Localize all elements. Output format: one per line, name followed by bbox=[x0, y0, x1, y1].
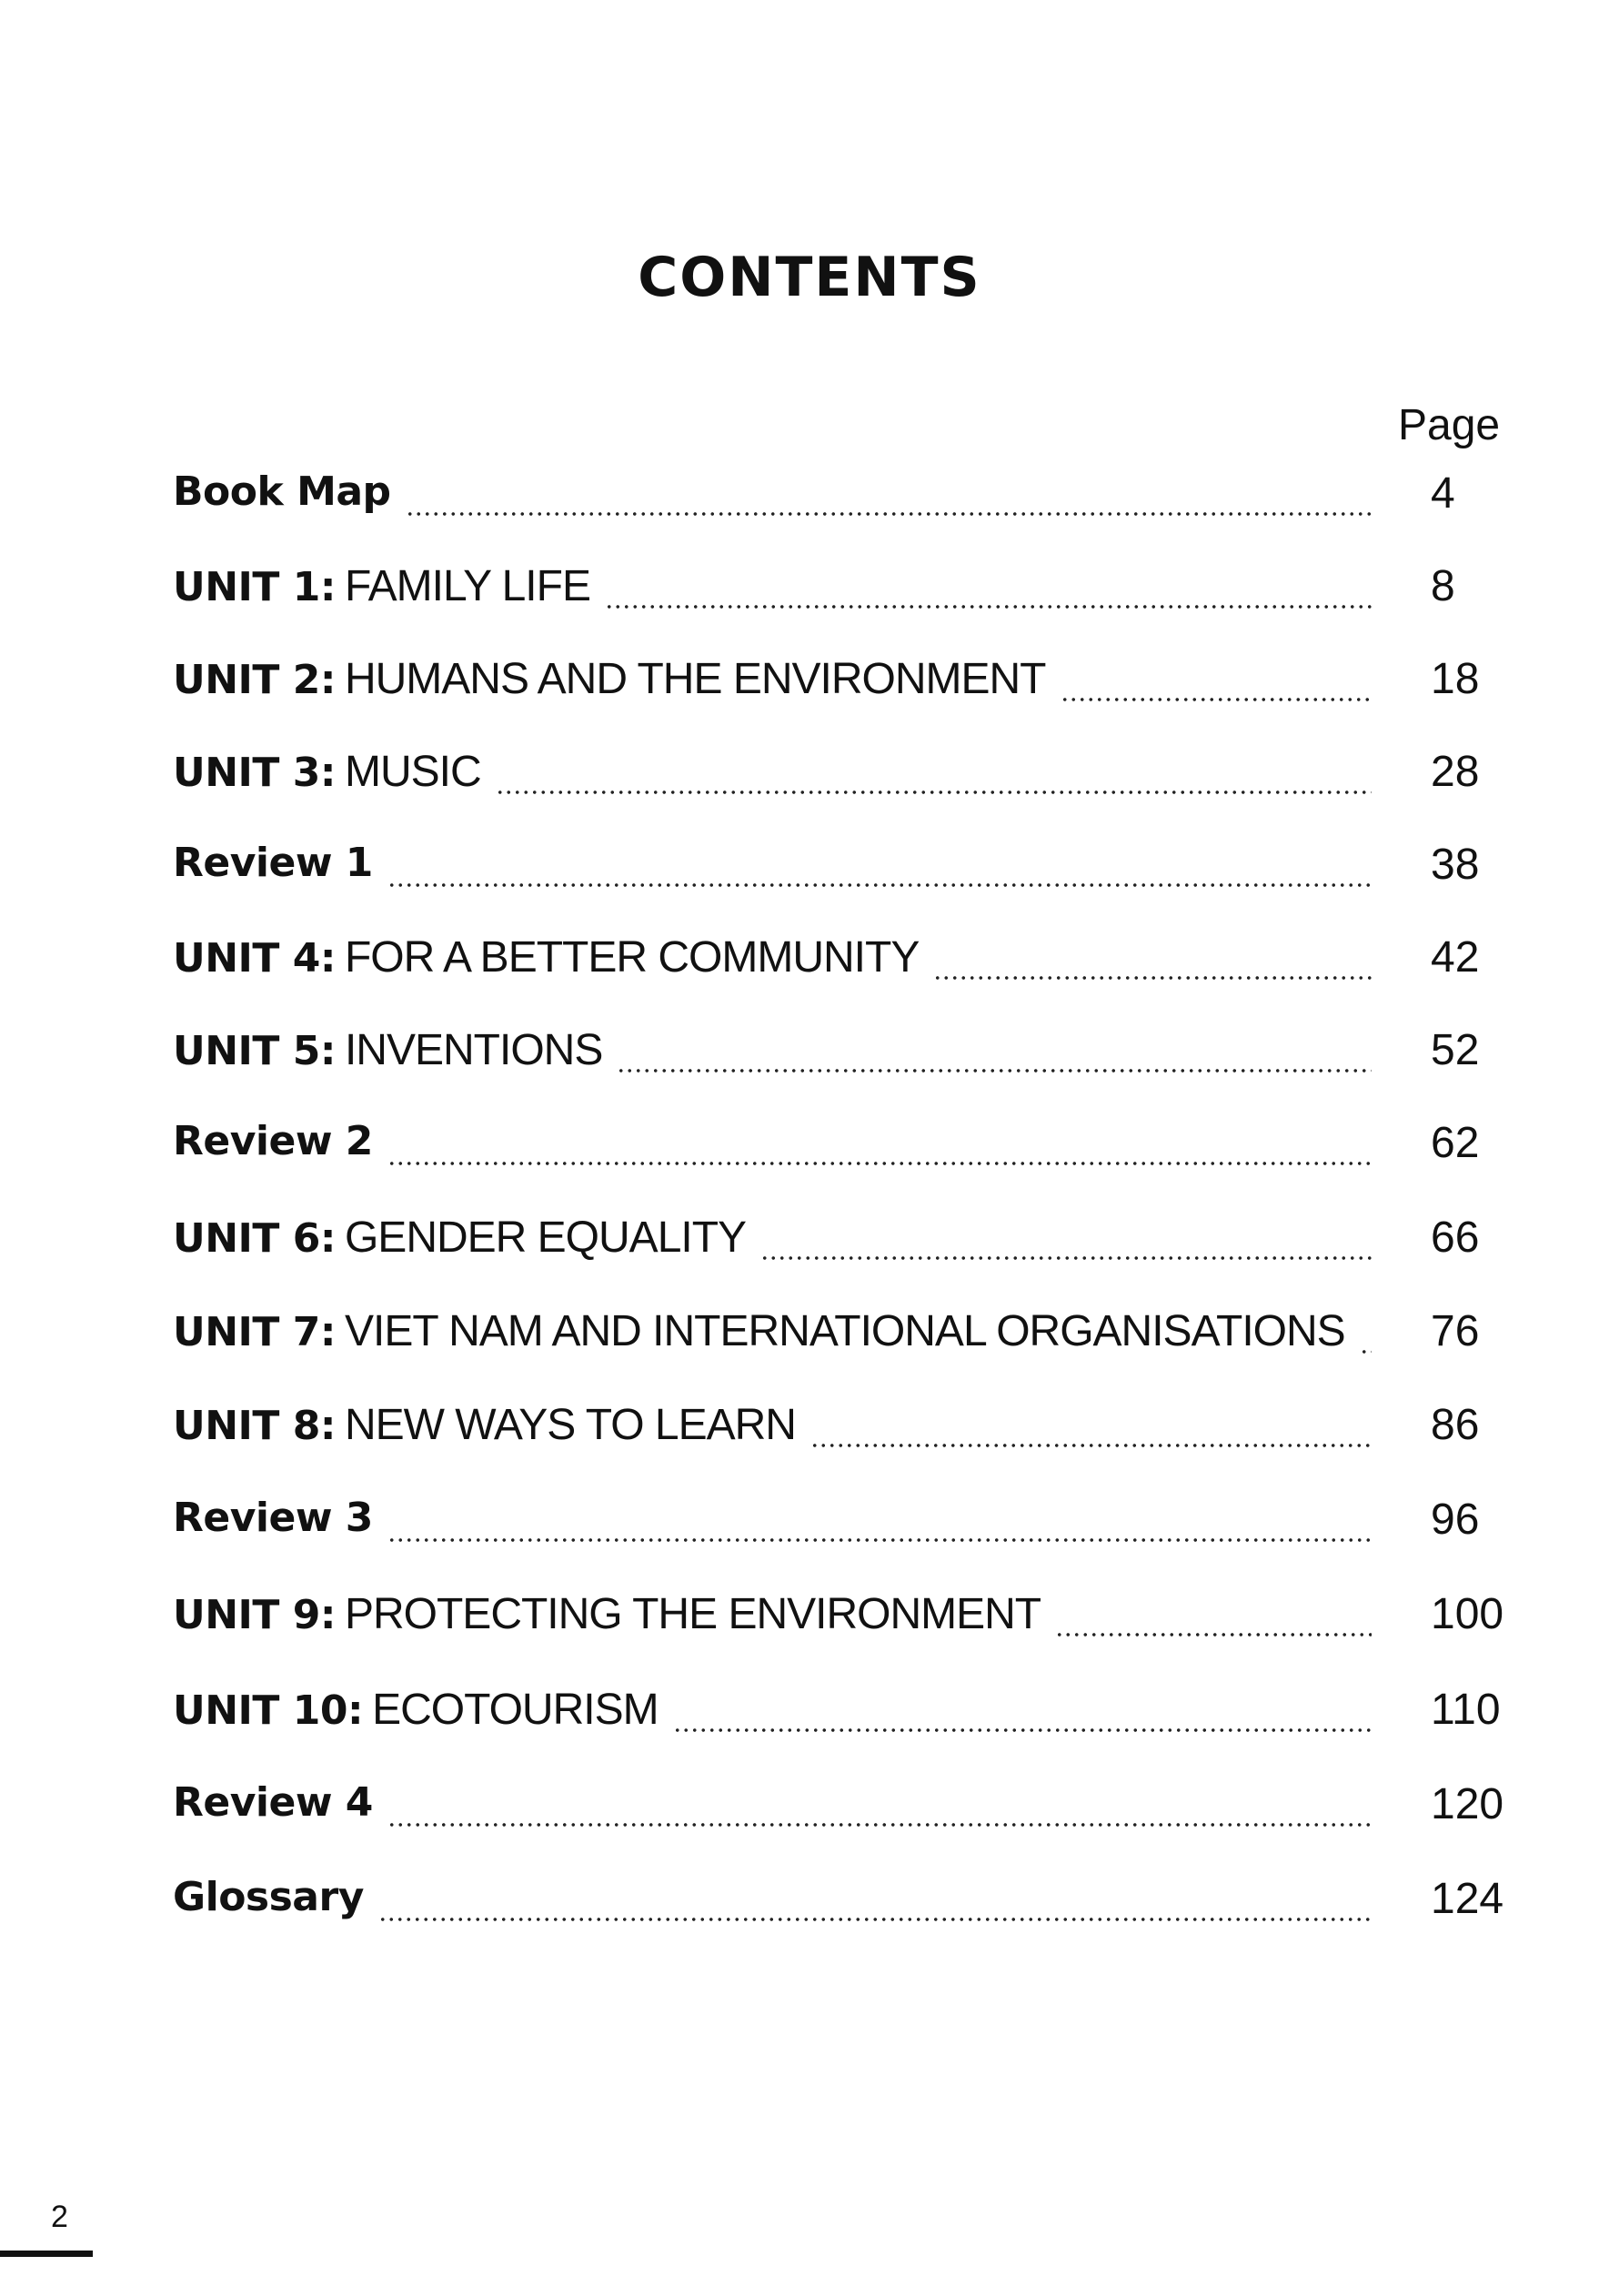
dot-leader bbox=[1055, 1633, 1372, 1636]
toc-entry-page: 62 bbox=[1431, 1119, 1480, 1167]
toc-entry-page: 38 bbox=[1431, 841, 1480, 889]
toc-entry-bold-label: UNIT 1: bbox=[173, 564, 336, 610]
toc-entry-glossary[interactable] bbox=[173, 1874, 1504, 1932]
toc-entry-page: 86 bbox=[1431, 1401, 1480, 1449]
dot-leader bbox=[810, 1444, 1372, 1447]
dot-leader bbox=[933, 976, 1372, 980]
toc-entry-title: GENDER EQUALITY bbox=[344, 1213, 747, 1262]
toc-entry-title: HUMANS AND THE ENVIRONMENT bbox=[344, 655, 1046, 703]
toc-entry-page: 100 bbox=[1431, 1590, 1504, 1638]
toc-entry-unit-10[interactable] bbox=[173, 1685, 1501, 1743]
toc-entry-title: MUSIC bbox=[344, 748, 481, 796]
toc-entry-bold-label: Review 3 bbox=[173, 1495, 373, 1541]
toc-entry-unit-8[interactable] bbox=[173, 1400, 1480, 1458]
toc-entry-unit-4[interactable] bbox=[173, 932, 1480, 991]
dot-leader bbox=[378, 1918, 1372, 1921]
toc-entry-page: 120 bbox=[1431, 1780, 1504, 1828]
toc-entry-title: FAMILY LIFE bbox=[344, 562, 590, 610]
page-title: CONTENTS bbox=[638, 246, 981, 309]
dot-leader bbox=[760, 1256, 1372, 1260]
toc-entry-bold-label: UNIT 2: bbox=[173, 657, 336, 703]
page-number-rule bbox=[0, 2251, 93, 2257]
toc-entry-unit-9[interactable] bbox=[173, 1589, 1504, 1647]
toc-entry-bold-label: UNIT 4: bbox=[173, 935, 336, 982]
toc-entry-page: 124 bbox=[1431, 1875, 1504, 1923]
toc-entry-unit-1[interactable] bbox=[173, 561, 1455, 619]
toc-entry-page: 28 bbox=[1431, 748, 1480, 796]
toc-entry-bold-label: Glossary bbox=[173, 1874, 364, 1920]
toc-entry-page: 8 bbox=[1431, 562, 1455, 610]
toc-entry-title: NEW WAYS TO LEARN bbox=[344, 1401, 796, 1449]
toc-entry-review-1[interactable] bbox=[173, 840, 1480, 898]
toc-entry-review-4[interactable] bbox=[173, 1779, 1504, 1838]
toc-entry-page: 96 bbox=[1431, 1495, 1480, 1544]
toc-entry-bold-label: Review 2 bbox=[173, 1118, 373, 1164]
toc-entry-bold-label: UNIT 8: bbox=[173, 1403, 336, 1449]
page-number: 2 bbox=[51, 2200, 68, 2234]
toc-entry-bold-label: Review 1 bbox=[173, 840, 373, 886]
page-column-header: Page bbox=[1398, 401, 1501, 449]
toc-entry-page: 52 bbox=[1431, 1026, 1480, 1074]
toc-entry-page: 76 bbox=[1431, 1307, 1480, 1355]
dot-leader bbox=[605, 605, 1372, 609]
toc-entry-unit-5[interactable] bbox=[173, 1025, 1480, 1083]
dot-leader bbox=[387, 883, 1372, 887]
toc-entry-page: 110 bbox=[1431, 1686, 1501, 1734]
toc-entry-page: 4 bbox=[1431, 469, 1455, 518]
toc-entry-bold-label: UNIT 6: bbox=[173, 1215, 336, 1262]
dot-leader bbox=[1360, 1350, 1372, 1354]
toc-entry-title: PROTECTING THE ENVIRONMENT bbox=[344, 1590, 1041, 1638]
dot-leader bbox=[1061, 698, 1373, 701]
dot-leader bbox=[406, 512, 1372, 516]
toc-entry-title: ECOTOURISM bbox=[372, 1686, 659, 1734]
toc-entry-unit-3[interactable] bbox=[173, 747, 1480, 805]
toc-entry-unit-2[interactable] bbox=[173, 654, 1480, 712]
toc-entry-page: 66 bbox=[1431, 1213, 1480, 1262]
toc-entry-unit-6[interactable] bbox=[173, 1213, 1480, 1271]
toc-entry-unit-7[interactable] bbox=[173, 1306, 1480, 1365]
toc-entry-title: VIET NAM AND INTERNATIONAL ORGANISATIONS bbox=[344, 1307, 1345, 1355]
dot-leader bbox=[673, 1728, 1372, 1732]
toc-entry-bold-label: UNIT 7: bbox=[173, 1309, 336, 1355]
toc-entry-bold-label: UNIT 9: bbox=[173, 1592, 336, 1638]
dot-leader bbox=[496, 791, 1372, 794]
toc-entry-review-2[interactable] bbox=[173, 1118, 1480, 1176]
toc-entry-page: 18 bbox=[1431, 655, 1480, 703]
toc-entry-book-map[interactable] bbox=[173, 468, 1455, 527]
toc-entry-bold-label: Book Map bbox=[173, 468, 391, 515]
toc-entry-bold-label: UNIT 5: bbox=[173, 1028, 336, 1074]
toc-entry-bold-label: Review 4 bbox=[173, 1779, 373, 1826]
toc-entry-bold-label: UNIT 3: bbox=[173, 750, 336, 796]
toc-entry-title: INVENTIONS bbox=[344, 1026, 603, 1074]
dot-leader bbox=[387, 1162, 1372, 1165]
toc-entry-review-3[interactable] bbox=[173, 1495, 1480, 1553]
dot-leader bbox=[387, 1823, 1372, 1827]
dot-leader bbox=[617, 1069, 1372, 1072]
toc-entry-title: FOR A BETTER COMMUNITY bbox=[344, 933, 920, 982]
toc-entry-bold-label: UNIT 10: bbox=[173, 1687, 364, 1734]
dot-leader bbox=[387, 1538, 1372, 1542]
toc-entry-page: 42 bbox=[1431, 933, 1480, 982]
